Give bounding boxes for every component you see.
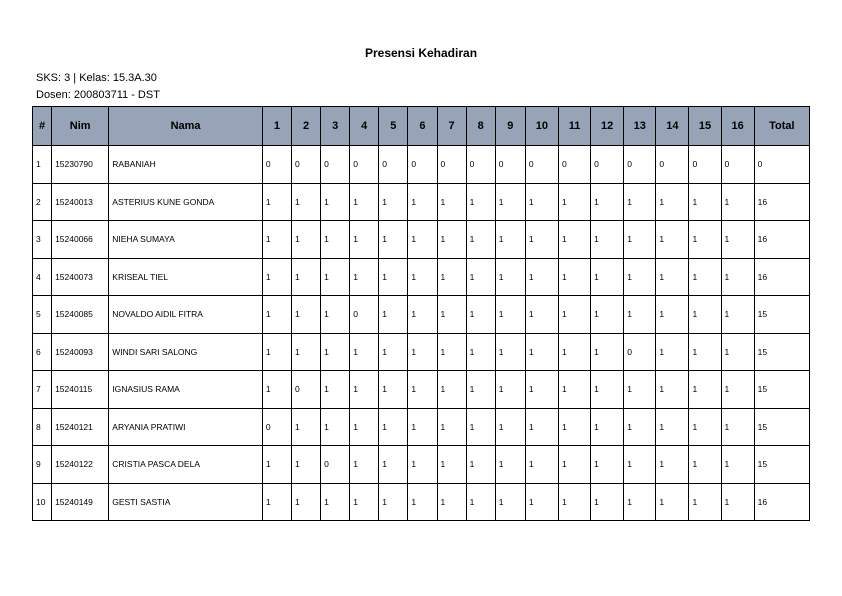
column-header: 10 <box>525 107 558 146</box>
column-header: 8 <box>466 107 495 146</box>
session-cell: 1 <box>689 258 721 296</box>
column-header: 6 <box>408 107 437 146</box>
session-cell: 1 <box>379 408 408 446</box>
session-cell: 1 <box>262 446 291 484</box>
column-header: 1 <box>262 107 291 146</box>
session-cell: 1 <box>291 446 320 484</box>
session-cell: 1 <box>262 333 291 371</box>
session-cell: 1 <box>525 408 558 446</box>
session-cell: 1 <box>591 183 624 221</box>
row-number-cell: 3 <box>33 221 52 259</box>
session-cell: 1 <box>721 483 754 521</box>
session-cell: 1 <box>656 371 689 409</box>
total-cell: 15 <box>754 446 809 484</box>
total-cell: 16 <box>754 183 809 221</box>
row-number-cell: 4 <box>33 258 52 296</box>
session-cell: 1 <box>437 183 466 221</box>
table-row <box>33 371 810 409</box>
total-cell: 0 <box>754 146 809 184</box>
total-cell: 15 <box>754 371 809 409</box>
nim-cell: 15240093 <box>52 333 109 371</box>
session-cell: 1 <box>558 483 590 521</box>
session-cell: 1 <box>350 371 379 409</box>
name-cell: CRISTIA PASCA DELA <box>109 446 263 484</box>
session-cell: 0 <box>321 446 350 484</box>
session-cell: 1 <box>379 371 408 409</box>
session-cell: 1 <box>558 258 590 296</box>
session-cell: 1 <box>656 408 689 446</box>
name-cell: ARYANIA PRATIWI <box>109 408 263 446</box>
session-cell: 0 <box>591 146 624 184</box>
session-cell: 1 <box>291 258 320 296</box>
session-cell: 1 <box>591 408 624 446</box>
session-cell: 1 <box>591 221 624 259</box>
session-cell: 1 <box>656 446 689 484</box>
session-cell: 0 <box>466 146 495 184</box>
session-cell: 1 <box>689 483 721 521</box>
session-cell: 1 <box>437 258 466 296</box>
row-number-cell: 8 <box>33 408 52 446</box>
session-cell: 1 <box>408 371 437 409</box>
session-cell: 1 <box>525 371 558 409</box>
column-header: 7 <box>437 107 466 146</box>
session-cell: 0 <box>350 296 379 334</box>
session-cell: 1 <box>656 221 689 259</box>
total-cell: 16 <box>754 258 809 296</box>
session-cell: 1 <box>408 483 437 521</box>
page-title: Presensi Kehadiran <box>364 46 478 60</box>
session-cell: 1 <box>350 408 379 446</box>
session-cell: 1 <box>350 483 379 521</box>
session-cell: 0 <box>379 146 408 184</box>
session-cell: 0 <box>689 146 721 184</box>
row-number-cell: 10 <box>33 483 52 521</box>
table-row <box>33 296 810 334</box>
table-row <box>33 333 810 371</box>
session-cell: 1 <box>466 446 495 484</box>
column-header: 15 <box>689 107 721 146</box>
session-cell: 1 <box>437 371 466 409</box>
column-header: 13 <box>624 107 656 146</box>
column-header: 5 <box>379 107 408 146</box>
session-cell: 1 <box>379 446 408 484</box>
session-cell: 1 <box>558 183 590 221</box>
nim-cell: 15240066 <box>52 221 109 259</box>
session-cell: 1 <box>591 446 624 484</box>
nim-cell: 15240121 <box>52 408 109 446</box>
session-cell: 1 <box>466 296 495 334</box>
session-cell: 1 <box>525 296 558 334</box>
session-cell: 1 <box>591 333 624 371</box>
session-cell: 1 <box>624 183 656 221</box>
session-cell: 1 <box>437 408 466 446</box>
session-cell: 1 <box>437 446 466 484</box>
session-cell: 1 <box>591 371 624 409</box>
session-cell: 1 <box>721 408 754 446</box>
session-cell: 1 <box>321 258 350 296</box>
session-cell: 0 <box>495 146 525 184</box>
row-number-cell: 2 <box>33 183 52 221</box>
total-cell: 15 <box>754 408 809 446</box>
session-cell: 1 <box>656 183 689 221</box>
session-cell: 1 <box>591 296 624 334</box>
column-header: 9 <box>495 107 525 146</box>
session-cell: 1 <box>379 296 408 334</box>
nim-cell: 15240122 <box>52 446 109 484</box>
session-cell: 1 <box>379 258 408 296</box>
nim-cell: 15240149 <box>52 483 109 521</box>
name-cell: ASTERIUS KUNE GONDA <box>109 183 263 221</box>
session-cell: 1 <box>624 408 656 446</box>
total-cell: 15 <box>754 333 809 371</box>
session-cell: 1 <box>379 333 408 371</box>
session-cell: 1 <box>262 483 291 521</box>
session-cell: 1 <box>379 221 408 259</box>
session-cell: 1 <box>591 258 624 296</box>
session-cell: 1 <box>291 221 320 259</box>
session-cell: 1 <box>466 183 495 221</box>
session-cell: 1 <box>291 408 320 446</box>
session-cell: 1 <box>379 483 408 521</box>
session-cell: 1 <box>495 333 525 371</box>
session-cell: 1 <box>495 371 525 409</box>
session-cell: 1 <box>321 221 350 259</box>
session-cell: 1 <box>437 333 466 371</box>
session-cell: 1 <box>291 296 320 334</box>
nim-cell: 15240013 <box>52 183 109 221</box>
nim-cell: 15240085 <box>52 296 109 334</box>
session-cell: 0 <box>321 146 350 184</box>
session-cell: 1 <box>262 296 291 334</box>
column-header: # <box>33 107 52 146</box>
session-cell: 1 <box>689 333 721 371</box>
column-header: 3 <box>321 107 350 146</box>
session-cell: 0 <box>262 146 291 184</box>
session-cell: 0 <box>437 146 466 184</box>
session-cell: 0 <box>624 333 656 371</box>
attendance-table <box>32 106 810 521</box>
session-cell: 1 <box>721 221 754 259</box>
session-cell: 1 <box>466 408 495 446</box>
row-number-cell: 7 <box>33 371 52 409</box>
column-header: Nim <box>52 107 109 146</box>
session-cell: 1 <box>495 408 525 446</box>
session-cell: 1 <box>689 183 721 221</box>
session-cell: 1 <box>624 258 656 296</box>
session-cell: 1 <box>262 371 291 409</box>
session-cell: 0 <box>558 146 590 184</box>
session-cell: 1 <box>624 221 656 259</box>
column-header: 16 <box>721 107 754 146</box>
session-cell: 0 <box>262 408 291 446</box>
session-cell: 1 <box>495 446 525 484</box>
session-cell: 1 <box>408 258 437 296</box>
column-header: Total <box>754 107 809 146</box>
row-number-cell: 1 <box>33 146 52 184</box>
name-cell: IGNASIUS RAMA <box>109 371 263 409</box>
column-header: 14 <box>656 107 689 146</box>
name-cell: NIEHA SUMAYA <box>109 221 263 259</box>
session-cell: 1 <box>466 221 495 259</box>
session-cell: 1 <box>321 183 350 221</box>
session-cell: 1 <box>591 483 624 521</box>
session-cell: 1 <box>495 221 525 259</box>
session-cell: 1 <box>558 221 590 259</box>
session-cell: 0 <box>721 146 754 184</box>
column-header: 2 <box>291 107 320 146</box>
name-cell: NOVALDO AIDIL FITRA <box>109 296 263 334</box>
session-cell: 1 <box>350 183 379 221</box>
total-cell: 16 <box>754 221 809 259</box>
session-cell: 1 <box>437 296 466 334</box>
table-row <box>33 408 810 446</box>
total-cell: 15 <box>754 296 809 334</box>
table-row <box>33 183 810 221</box>
session-cell: 1 <box>408 183 437 221</box>
session-cell: 1 <box>656 296 689 334</box>
session-cell: 1 <box>291 333 320 371</box>
session-cell: 1 <box>525 446 558 484</box>
session-cell: 1 <box>558 296 590 334</box>
session-cell: 1 <box>689 221 721 259</box>
session-cell: 1 <box>408 221 437 259</box>
session-cell: 1 <box>721 333 754 371</box>
session-cell: 1 <box>466 371 495 409</box>
nim-cell: 15240073 <box>52 258 109 296</box>
session-cell: 1 <box>558 333 590 371</box>
session-cell: 1 <box>379 183 408 221</box>
session-cell: 1 <box>689 446 721 484</box>
column-header: 4 <box>350 107 379 146</box>
session-cell: 1 <box>525 183 558 221</box>
session-cell: 1 <box>558 446 590 484</box>
session-cell: 1 <box>437 221 466 259</box>
session-cell: 0 <box>525 146 558 184</box>
lecturer-info: Dosen: 200803711 - DST <box>36 89 160 101</box>
nim-cell: 15240115 <box>52 371 109 409</box>
session-cell: 1 <box>350 221 379 259</box>
class-info: SKS: 3 | Kelas: 15.3A.30 <box>36 72 157 84</box>
column-header: Nama <box>109 107 263 146</box>
session-cell: 1 <box>624 446 656 484</box>
session-cell: 0 <box>408 146 437 184</box>
column-header: 12 <box>591 107 624 146</box>
session-cell: 1 <box>262 221 291 259</box>
row-number-cell: 5 <box>33 296 52 334</box>
session-cell: 1 <box>408 446 437 484</box>
session-cell: 1 <box>262 183 291 221</box>
session-cell: 1 <box>624 296 656 334</box>
session-cell: 1 <box>437 483 466 521</box>
session-cell: 1 <box>525 221 558 259</box>
session-cell: 1 <box>321 483 350 521</box>
session-cell: 1 <box>656 333 689 371</box>
session-cell: 1 <box>656 258 689 296</box>
session-cell: 1 <box>525 258 558 296</box>
session-cell: 1 <box>321 408 350 446</box>
header-row <box>33 107 810 146</box>
session-cell: 1 <box>495 183 525 221</box>
session-cell: 1 <box>321 333 350 371</box>
session-cell: 0 <box>350 146 379 184</box>
session-cell: 1 <box>408 296 437 334</box>
session-cell: 1 <box>466 258 495 296</box>
session-cell: 1 <box>291 183 320 221</box>
session-cell: 0 <box>624 146 656 184</box>
session-cell: 1 <box>466 333 495 371</box>
session-cell: 1 <box>495 296 525 334</box>
session-cell: 1 <box>721 446 754 484</box>
session-cell: 1 <box>262 258 291 296</box>
name-cell: RABANIAH <box>109 146 263 184</box>
session-cell: 1 <box>721 183 754 221</box>
session-cell: 1 <box>495 483 525 521</box>
session-cell: 1 <box>689 296 721 334</box>
row-number-cell: 6 <box>33 333 52 371</box>
column-header: 11 <box>558 107 590 146</box>
nim-cell: 15230790 <box>52 146 109 184</box>
table-body <box>33 146 810 521</box>
session-cell: 1 <box>624 483 656 521</box>
session-cell: 1 <box>408 333 437 371</box>
session-cell: 1 <box>558 371 590 409</box>
session-cell: 1 <box>350 446 379 484</box>
name-cell: KRISEAL TIEL <box>109 258 263 296</box>
session-cell: 1 <box>656 483 689 521</box>
session-cell: 1 <box>408 408 437 446</box>
session-cell: 0 <box>291 371 320 409</box>
session-cell: 1 <box>689 408 721 446</box>
session-cell: 1 <box>321 296 350 334</box>
session-cell: 1 <box>689 371 721 409</box>
session-cell: 1 <box>624 371 656 409</box>
session-cell: 1 <box>495 258 525 296</box>
session-cell: 0 <box>291 146 320 184</box>
table-row <box>33 446 810 484</box>
session-cell: 1 <box>721 371 754 409</box>
row-number-cell: 9 <box>33 446 52 484</box>
session-cell: 1 <box>721 258 754 296</box>
session-cell: 1 <box>466 483 495 521</box>
table-row <box>33 258 810 296</box>
table-row <box>33 146 810 184</box>
session-cell: 1 <box>721 296 754 334</box>
session-cell: 1 <box>291 483 320 521</box>
session-cell: 1 <box>525 483 558 521</box>
session-cell: 0 <box>656 146 689 184</box>
session-cell: 1 <box>350 258 379 296</box>
session-cell: 1 <box>558 408 590 446</box>
name-cell: GESTI SASTIA <box>109 483 263 521</box>
session-cell: 1 <box>321 371 350 409</box>
table-row <box>33 483 810 521</box>
session-cell: 1 <box>525 333 558 371</box>
session-cell: 1 <box>350 333 379 371</box>
name-cell: WINDI SARI SALONG <box>109 333 263 371</box>
total-cell: 16 <box>754 483 809 521</box>
table-row <box>33 221 810 259</box>
